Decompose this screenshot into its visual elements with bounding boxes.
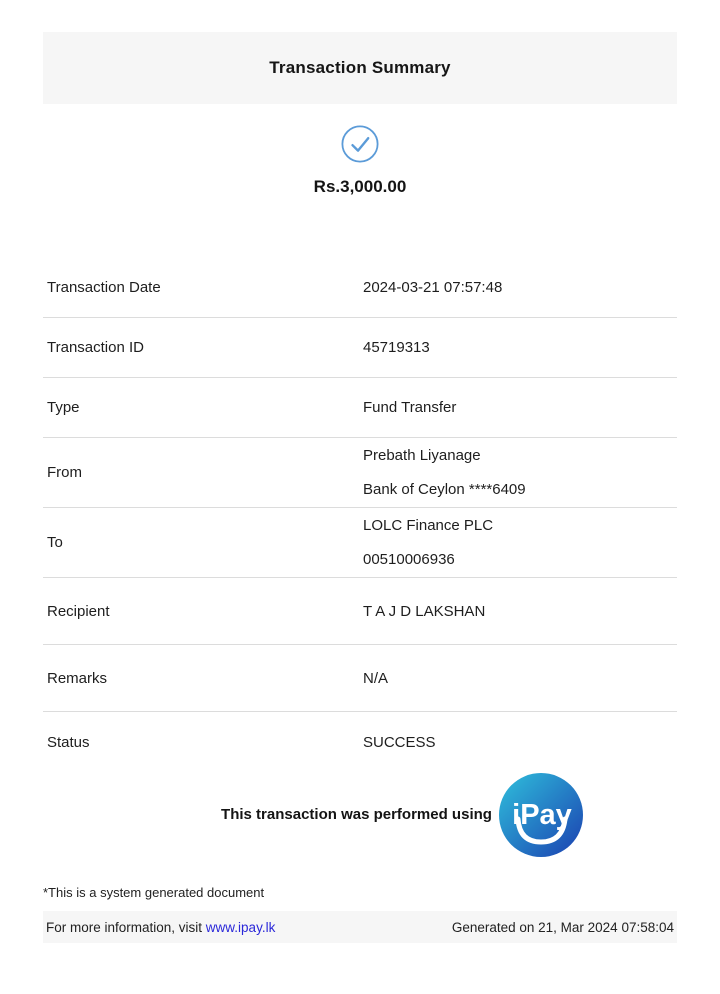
success-check-icon xyxy=(341,125,379,163)
row-value: 45719313 xyxy=(363,339,430,356)
footer-info-text: For more information, visit xyxy=(46,919,206,935)
row-value-line: Bank of Ceylon ****6409 xyxy=(363,480,526,498)
footer-info xyxy=(46,920,275,935)
table-row-recipient xyxy=(43,578,677,645)
row-value-line: Prebath Liyanage xyxy=(363,446,481,464)
row-value: N/A xyxy=(363,669,389,687)
row-value: T A J D LAKSHAN xyxy=(363,602,486,620)
generated-timestamp: Generated on 21, Mar 2024 07:58:04 xyxy=(451,919,674,935)
row-label: Status xyxy=(47,733,90,751)
table-row-to xyxy=(43,508,677,578)
performed-using-text: This transaction was performed using xyxy=(221,806,492,823)
row-label: Transaction ID xyxy=(47,339,144,356)
transaction-amount: Rs.3,000.00 xyxy=(313,177,407,196)
table-row-type xyxy=(43,378,677,438)
ipay-logo-text: iPay xyxy=(512,798,572,831)
success-icon-container xyxy=(43,125,677,163)
page-title: Transaction Summary xyxy=(269,58,451,77)
system-generated-note: *This is a system generated document xyxy=(43,885,265,900)
table-row-from xyxy=(43,438,677,508)
row-value-line: 00510006936 xyxy=(363,550,455,568)
branding-row xyxy=(85,772,719,857)
table-row-status xyxy=(43,712,677,772)
table-row-transaction-id xyxy=(43,318,677,378)
header-bar xyxy=(43,32,677,104)
row-label: Transaction Date xyxy=(47,279,161,296)
ipay-website-link[interactable]: www.ipay.lk xyxy=(205,919,276,935)
status-value: SUCCESS xyxy=(363,733,436,751)
row-value: 2024-03-21 07:57:48 xyxy=(363,279,503,296)
row-value: Fund Transfer xyxy=(363,399,457,416)
row-label: From xyxy=(47,464,82,481)
table-row-remarks xyxy=(43,645,677,712)
row-label: Type xyxy=(47,399,80,416)
row-value-group xyxy=(363,509,677,577)
row-label: Remarks xyxy=(47,669,108,687)
table-row-transaction-date xyxy=(43,258,677,318)
row-label: Recipient xyxy=(47,602,110,620)
row-value-line: LOLC Finance PLC xyxy=(363,516,494,534)
footer-bar xyxy=(43,911,677,943)
ipay-logo xyxy=(499,773,583,857)
row-value-group xyxy=(363,439,677,507)
details-table xyxy=(43,258,677,772)
row-label: To xyxy=(47,534,63,551)
